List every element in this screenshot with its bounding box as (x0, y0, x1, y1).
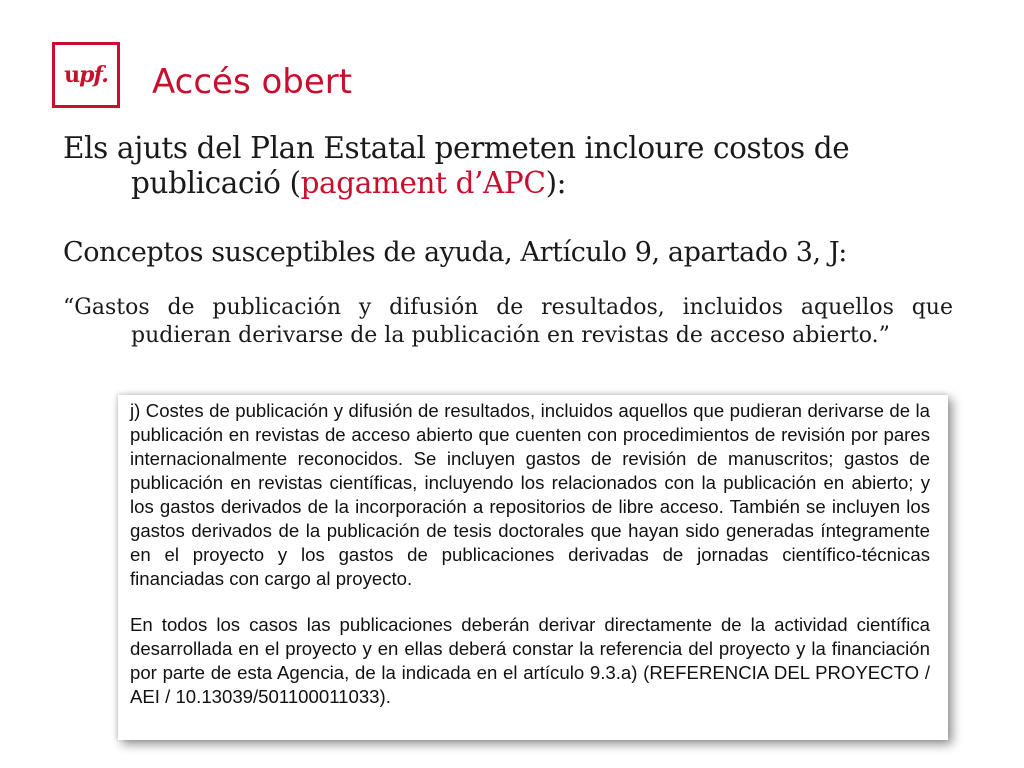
concepts-heading: Conceptos susceptibles de ayuda, Artículo 9, apartado 3, J: (63, 237, 847, 268)
quote-paragraph: “Gastos de publicación y difusión de resultados, incluidos aquellos que pudieran derivarse de la publicación en revistas de acceso abierto.” (63, 295, 953, 348)
logo-part-2: pf. (79, 62, 108, 88)
intro-text-after: ): (545, 166, 567, 200)
upf-logo-text (64, 62, 108, 88)
excerpt-paragraph-1: j) Costes de publicación y difusión de resultados, incluidos aquellos que pudieran derivarse de la publicación en revistas de acceso abierto que cuenten con procedimientos de revisión por pares internacionalmente reconocidos. Se incluyen gastos de revisión de manuscritos; gastos de publicación en revistas científicas, incluyendo los relacionados con la publicación en abierto; y los gastos derivados de la incorporación a repositorios de libre acceso. También se incluyen los gastos derivados de la publicación de tesis doctorales que hayan sido generadas íntegramente en el proyecto y los gastos de publicaciones derivadas de jornadas científico-técnicas financiadas con cargo al proyecto. (130, 400, 930, 589)
intro-text-before: Els ajuts del Plan Estatal permeten incloure costos de publicació ( (63, 131, 850, 200)
slide-title: Accés obert (152, 62, 353, 102)
intro-highlight: pagament d’APC (300, 166, 546, 200)
intro-paragraph (63, 131, 953, 201)
regulation-excerpt (118, 395, 948, 740)
upf-logo (52, 42, 120, 108)
excerpt-paragraph-2: En todos los casos las publicaciones deberán derivar directamente de la actividad científica desarrollada en el proyecto y en ellas deberá constar la referencia del proyecto y la financiación por parte de esta Agencia, de la indicada en el artículo 9.3.a) (REFERENCIA DEL PROYECTO / AEI / 10.13039/501100011033). (130, 614, 930, 707)
logo-part-1: u (64, 62, 80, 88)
